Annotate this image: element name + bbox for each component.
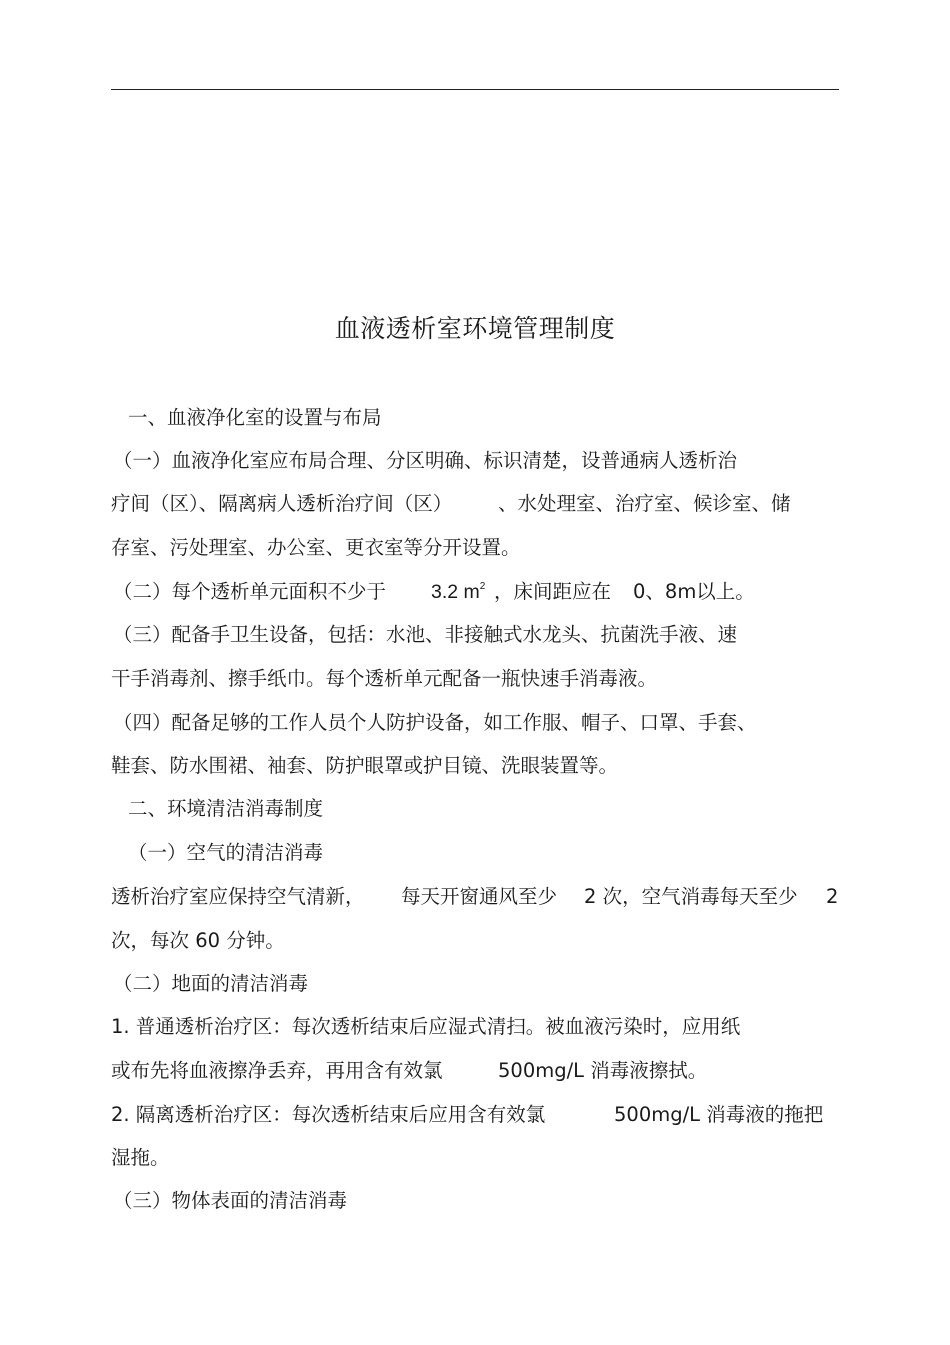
paragraph-1-line-1: （一）血液净化室应布局合理、分区明确、标识清楚，设普通病人透析治: [113, 449, 738, 472]
paragraph-2-part-a: （二）每个透析单元面积不少于: [113, 580, 387, 603]
paragraph-1-line-3: 存室、污处理室、办公室、更衣室等分开设置。: [111, 536, 521, 559]
paragraph-2-part-d: 0、8m以上。: [633, 580, 755, 603]
air-paragraph-line-1d: 2: [826, 885, 839, 908]
section-2-heading: 二、环境清洁消毒制度: [128, 797, 324, 820]
air-paragraph-line-2: 次，每次 60 分钟。: [111, 929, 285, 952]
paragraph-2-area-value: [431, 578, 485, 606]
header-rule: [111, 89, 839, 90]
floor-item-1-line-1: 1. 普通透析治疗区：每次透析结束后应湿式清扫。被血液污染时，应用纸: [111, 1015, 741, 1038]
subsection-floor-heading: （二）地面的清洁消毒: [113, 972, 309, 995]
floor-item-1-line-2b: 500mg/L 消毒液擦拭。: [498, 1059, 708, 1082]
paragraph-3-line-2: 干手消毒剂、擦手纸巾。每个透析单元配备一瓶快速手消毒液。: [111, 667, 658, 690]
area-unit-superscript: 2: [479, 581, 486, 592]
air-paragraph-line-1a: 透析治疗室应保持空气清新，: [111, 885, 365, 908]
paragraph-1-line-2a: 疗间（区）、隔离病人透析治疗间（区）: [111, 492, 453, 515]
paragraph-2-part-c: ，床间距应在: [494, 580, 612, 603]
section-1-heading: 一、血液净化室的设置与布局: [128, 406, 382, 429]
paragraph-3-line-1: （三）配备手卫生设备，包括：水池、非接触式水龙头、抗菌洗手液、速: [113, 623, 738, 646]
air-paragraph-line-1b: 每天开窗通风至少: [401, 885, 558, 908]
area-value-text: 3.2 m: [431, 581, 480, 603]
floor-item-2-line-1a: 2. 隔离透析治疗区：每次透析结束后应用含有效氯: [111, 1103, 546, 1126]
document-title: 血液透析室环境管理制度: [334, 314, 616, 343]
subsection-air-heading: （一）空气的清洁消毒: [128, 841, 324, 864]
subsection-surface-heading: （三）物体表面的清洁消毒: [113, 1189, 348, 1212]
paragraph-1-line-2b: 、水处理室、治疗室、候诊室、储: [498, 492, 791, 515]
air-paragraph-line-1c: 2 次，空气消毒每天至少: [584, 885, 798, 908]
floor-item-2-line-1b: 500mg/L 消毒液的拖把: [614, 1103, 824, 1126]
floor-item-1-line-2a: 或布先将血液擦净丢弃，再用含有效氯: [111, 1059, 443, 1082]
floor-item-2-line-2: 湿拖。: [111, 1146, 170, 1169]
paragraph-4-line-1: （四）配备足够的工作人员个人防护设备，如工作服、帽子、口罩、手套、: [113, 711, 757, 734]
paragraph-4-line-2: 鞋套、防水围裙、袖套、防护眼罩或护目镜、洗眼装置等。: [111, 754, 619, 777]
